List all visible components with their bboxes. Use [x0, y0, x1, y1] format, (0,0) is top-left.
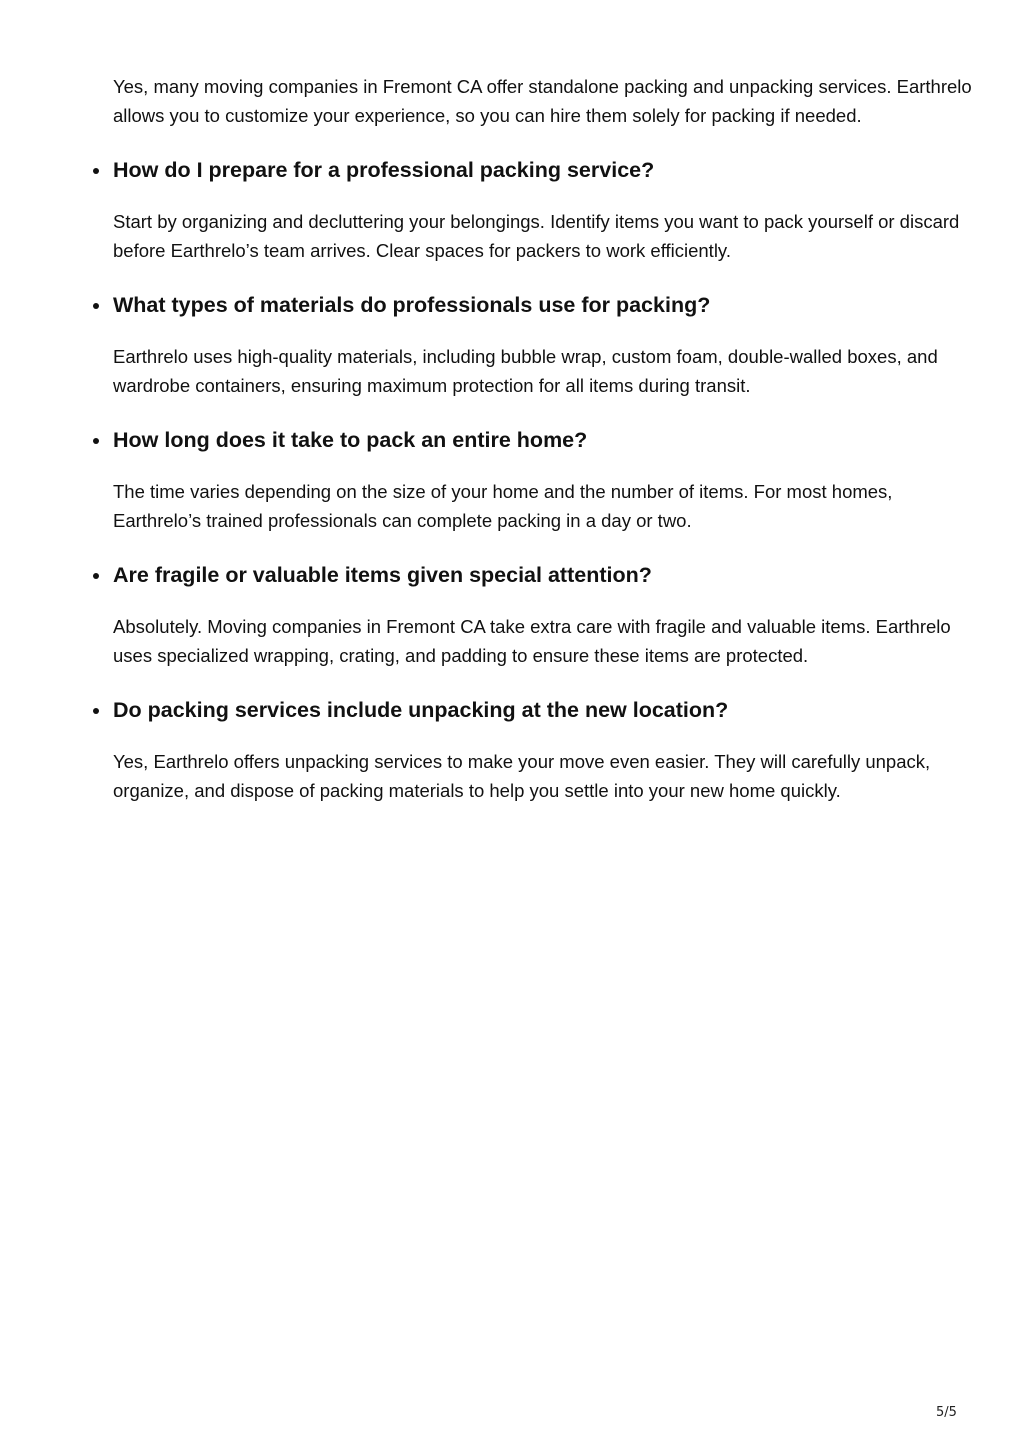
faq-answer: Yes, Earthrelo offers unpacking services to make your move even easier. They will carefully unpack, organize, and dispose of packing materials to help you settle into your new home quickly.	[113, 751, 931, 801]
faq-question	[113, 561, 973, 589]
faq-question-text: Are fragile or valuable items given special attention?	[113, 563, 652, 587]
faq-question	[113, 696, 973, 724]
faq-item	[113, 696, 973, 805]
faq-question-text: How do I prepare for a professional packing service?	[113, 158, 655, 182]
faq-question-text: What types of materials do professionals use for packing?	[113, 293, 711, 317]
faq-item	[113, 156, 973, 265]
faq-question	[113, 291, 973, 319]
bullet-icon	[93, 573, 99, 579]
faq-item	[113, 426, 973, 535]
intro-answer: Yes, many moving companies in Fremont CA offer standalone packing and unpacking services. Earthrelo allows you to customize your experience, so you can hire them solely for packing if needed.	[113, 76, 972, 126]
faq-question	[113, 156, 973, 184]
faq-answer: Start by organizing and decluttering your belongings. Identify items you want to pack yourself or discard before Earthrelo’s team arrives. Clear spaces for packers to work efficiently.	[113, 211, 960, 261]
bullet-icon	[93, 708, 99, 714]
bullet-icon	[93, 438, 99, 444]
bullet-icon	[93, 168, 99, 174]
faq-content	[113, 72, 973, 805]
faq-item	[113, 561, 973, 670]
faq-answer: The time varies depending on the size of your home and the number of items. For most homes, Earthrelo’s trained professionals can complete packing in a day or two.	[113, 481, 893, 531]
faq-question	[113, 426, 973, 454]
faq-answer: Absolutely. Moving companies in Fremont CA take extra care with fragile and valuable items. Earthrelo uses specialized wrapping, crating, and padding to ensure these items are protected.	[113, 616, 951, 666]
page-number: 5/5	[936, 1405, 957, 1420]
faq-question-text: How long does it take to pack an entire home?	[113, 428, 588, 452]
bullet-icon	[93, 303, 99, 309]
faq-answer: Earthrelo uses high-quality materials, including bubble wrap, custom foam, double-walled boxes, and wardrobe containers, ensuring maximum protection for all items during transit.	[113, 346, 938, 396]
faq-item	[113, 291, 973, 400]
faq-question-text: Do packing services include unpacking at the new location?	[113, 698, 729, 722]
